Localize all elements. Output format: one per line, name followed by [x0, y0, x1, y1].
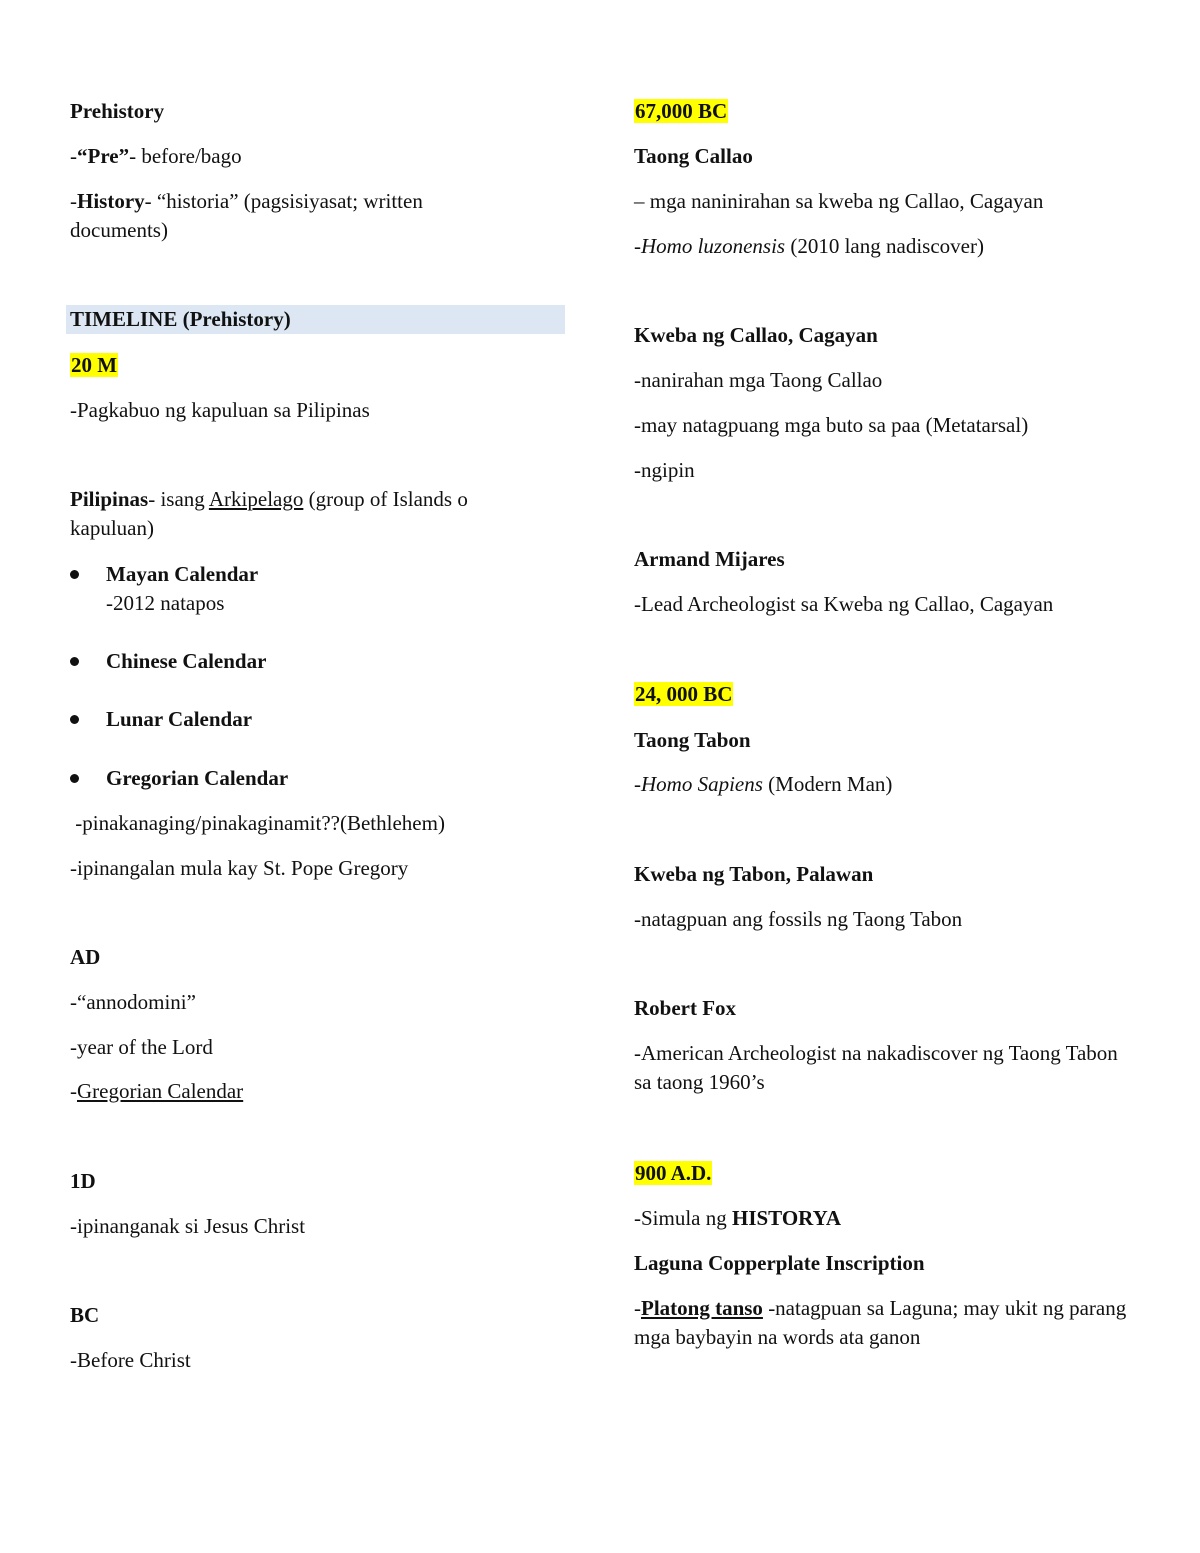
calendar-item-chinese: Chinese Calendar — [106, 649, 267, 673]
pre-desc: - before/bago — [129, 144, 242, 168]
taong-tabon-title: Taong Tabon — [634, 728, 751, 752]
mijares-title: Armand Mijares — [634, 547, 785, 571]
taong-tabon-desc — [634, 770, 892, 799]
67000bc-label: 67,000 BC — [635, 99, 728, 123]
history-definition — [70, 187, 500, 245]
bc-title: BC — [70, 1303, 100, 1327]
20m-desc: -Pagkabuo ng kapuluan sa Pilipinas — [70, 398, 370, 422]
20m-label-wrap — [70, 351, 118, 380]
taong-callao-title: Taong Callao — [634, 144, 753, 168]
simula-text: -Simula ng — [634, 1206, 732, 1230]
taong-callao-line-2-rest: (2010 lang nadiscover) — [785, 234, 984, 258]
homo-sapiens: Homo Sapiens — [641, 772, 763, 796]
taong-callao-line-1: – mga naninirahan sa kweba ng Callao, Cagayan — [634, 189, 1044, 213]
900ad-wrap — [634, 1159, 712, 1188]
pre-term: “Pre” — [77, 144, 130, 168]
timeline-heading: TIMELINE (Prehistory) — [66, 305, 565, 334]
calendar-note-mayan: -2012 natapos — [106, 591, 225, 615]
laguna-desc — [634, 1294, 1134, 1352]
kweba-tabon-title: Kweba ng Tabon, Palawan — [634, 862, 874, 886]
pre-dash: - — [70, 144, 77, 168]
taong-callao-dash: - — [634, 234, 641, 258]
bullet-icon — [70, 657, 79, 666]
kweba-tabon-desc: -natagpuan ang fossils ng Taong Tabon — [634, 907, 963, 931]
1d-desc: -ipinanganak si Jesus Christ — [70, 1214, 306, 1238]
history-dash: - — [70, 189, 77, 213]
arkipelago-link: Arkipelago — [208, 487, 304, 511]
67000bc-wrap — [634, 97, 728, 126]
history-term: History — [77, 189, 145, 213]
kweba-callao-line-2: -may natagpuang mga buto sa paa (Metatarsal) — [634, 413, 1029, 437]
calendar-item-mayan: Mayan Calendar — [106, 562, 259, 586]
24000bc-wrap — [634, 680, 733, 709]
gregorian-calendar-link: Gregorian Calendar — [77, 1079, 244, 1103]
pilipinas-mid: - isang — [148, 487, 209, 511]
bc-desc: -Before Christ — [70, 1348, 191, 1372]
pilipinas-definition — [70, 485, 540, 543]
bullet-icon — [70, 715, 79, 724]
pre-definition — [70, 142, 242, 171]
bullet-icon — [70, 774, 79, 783]
bullet-icon — [70, 570, 79, 579]
pilipinas-rest: (group of Islands o kapuluan) — [70, 487, 468, 540]
laguna-rest: -natagpuan sa Laguna; may ukit ng parang mga baybayin na words ata ganon — [634, 1296, 1127, 1349]
900ad-label: 900 A.D. — [635, 1161, 712, 1185]
platong-tanso: Platong tanso — [641, 1296, 763, 1320]
homo-luzonensis: Homo luzonensis — [641, 234, 786, 258]
taong-tabon-dash: - — [634, 772, 641, 796]
historya-word: HISTORYA — [732, 1206, 841, 1230]
prehistory-title: Prehistory — [70, 99, 165, 123]
kweba-callao-title: Kweba ng Callao, Cagayan — [634, 323, 878, 347]
laguna-dash: - — [634, 1296, 641, 1320]
gregorian-note-1: -pinakanaging/pinakaginamit??(Bethlehem) — [70, 811, 445, 835]
ad-line-3 — [70, 1077, 243, 1106]
mijares-desc: -Lead Archeologist sa Kweba ng Callao, Cagayan — [634, 592, 1054, 616]
calendar-item-gregorian: Gregorian Calendar — [106, 766, 289, 790]
24000bc-label: 24, 000 BC — [635, 682, 733, 706]
taong-tabon-rest: (Modern Man) — [762, 772, 893, 796]
fox-desc: -American Archeologist na nakadiscover ng Taong Tabon sa taong 1960’s — [634, 1041, 1118, 1094]
20m-label: 20 M — [71, 353, 118, 377]
ad-line-3-dash: - — [70, 1079, 77, 1103]
ad-line-2: -year of the Lord — [70, 1035, 213, 1059]
history-desc: - “historia” (pagsisiyasat; written documents) — [70, 189, 423, 242]
ad-line-1: -“annodomini” — [70, 990, 196, 1014]
calendar-item-lunar: Lunar Calendar — [106, 707, 253, 731]
gregorian-note-2: -ipinangalan mula kay St. Pope Gregory — [70, 856, 409, 880]
kweba-callao-line-3: -ngipin — [634, 458, 695, 482]
laguna-title: Laguna Copperplate Inscription — [634, 1251, 925, 1275]
ad-title: AD — [70, 945, 101, 969]
taong-callao-line-2 — [634, 232, 984, 261]
pilipinas-term: Pilipinas — [70, 487, 149, 511]
simula-line — [634, 1204, 841, 1233]
fox-title: Robert Fox — [634, 996, 737, 1020]
1d-title: 1D — [70, 1169, 96, 1193]
kweba-callao-line-1: -nanirahan mga Taong Callao — [634, 368, 883, 392]
